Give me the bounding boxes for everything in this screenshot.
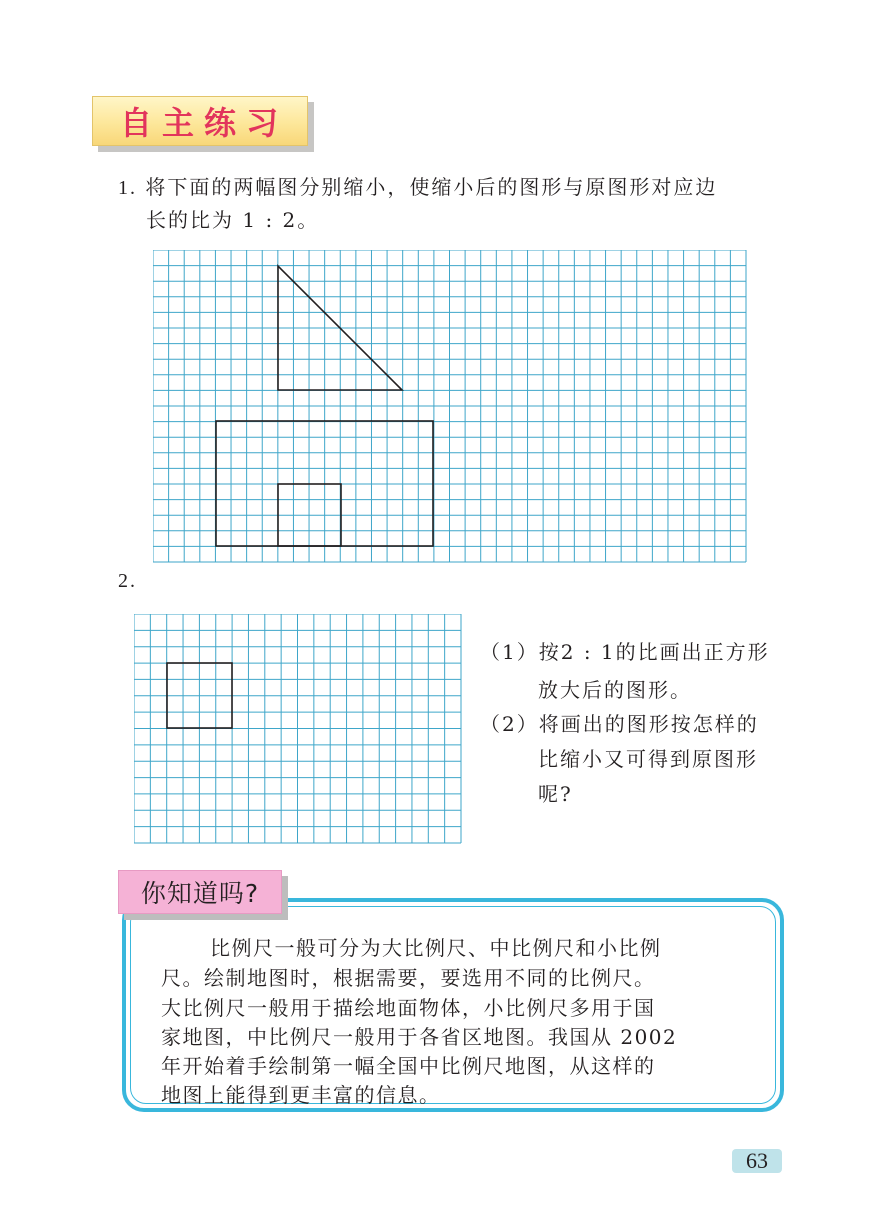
q2-sub1 xyxy=(480,634,770,670)
q2-number: 2. xyxy=(118,570,137,592)
q1-number: 1. xyxy=(118,177,137,199)
did-you-know-tab xyxy=(118,870,286,920)
q2-sub1-number: （1） xyxy=(480,640,539,664)
grid-1 xyxy=(153,250,747,563)
page-number: 63 xyxy=(732,1149,782,1173)
q1-text-line2: 长的比为 1 : 2。 xyxy=(146,208,320,232)
q2-sub2-line3: 呢? xyxy=(538,782,573,806)
q2-sub1-line1: 按2 : 1的比画出正方形 xyxy=(538,640,770,664)
q2-sub2-line2: 比缩小又可得到原图形 xyxy=(538,747,758,771)
know-line-4: 家地图，中比例尺一般用于各省区地图。我国从 2002 xyxy=(161,1025,678,1049)
grid-2 xyxy=(134,614,462,844)
q2-sub2 xyxy=(480,706,759,742)
section-banner xyxy=(92,96,310,148)
grid-2-svg xyxy=(134,614,462,844)
q1-line1 xyxy=(118,169,717,206)
know-line-3: 大比例尺一般用于描绘地面物体，小比例尺多用于国 xyxy=(161,996,656,1020)
q2-sub2-number: （2） xyxy=(480,712,539,736)
q1-text-line1: 将下面的两幅图分别缩小，使缩小后的图形与原图形对应边 xyxy=(145,175,718,199)
did-you-know-title: 你知道吗? xyxy=(118,870,282,914)
know-line-2: 尺。绘制地图时，根据需要，要选用不同的比例尺。 xyxy=(161,966,656,990)
q2-sub1-line2: 放大后的图形。 xyxy=(538,678,692,702)
know-line-5: 年开始着手绘制第一幅全国中比例尺地图，从这样的 xyxy=(161,1054,656,1078)
know-line-6: 地图上能得到更丰富的信息。 xyxy=(161,1083,441,1107)
q2-sub2-line1: 将画出的图形按怎样的 xyxy=(538,712,759,736)
know-line-1: 比例尺一般可分为大比例尺、中比例尺和小比例 xyxy=(210,936,662,960)
section-title: 自主练习 xyxy=(119,104,288,142)
grid-1-svg xyxy=(153,250,747,563)
